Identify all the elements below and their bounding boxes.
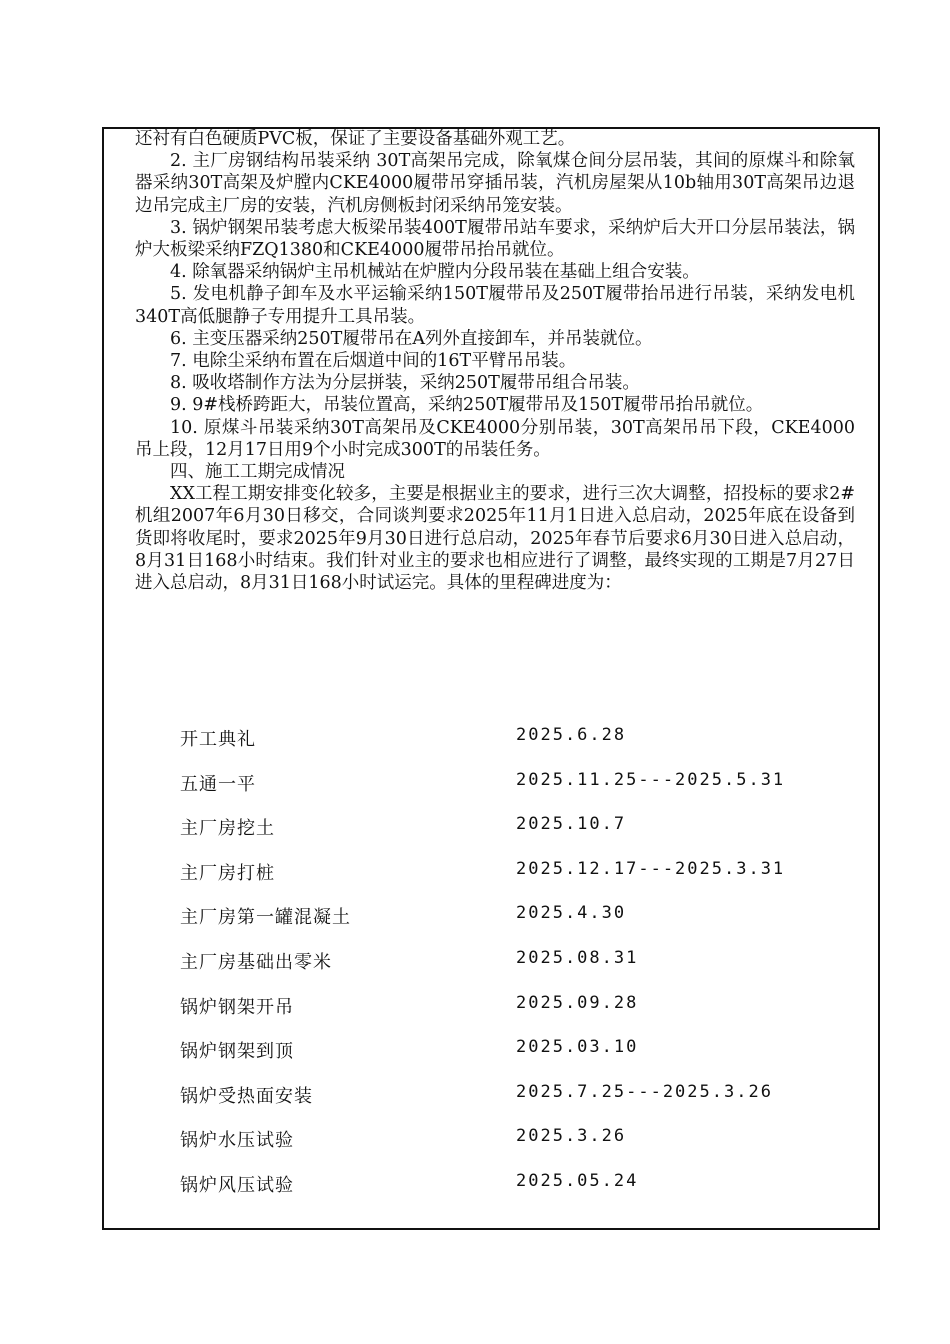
milestone-list xyxy=(180,725,820,1216)
milestone-date: 2025.12.17---2025.3.31 xyxy=(516,858,786,879)
paragraph-item-5: 5. 发电机静子卸车及水平运输采纳150T履带吊及250T履带抬吊进行吊装，采纳发电机340T高低腿静子专用提升工具吊装。 xyxy=(135,284,855,327)
document-body xyxy=(135,128,855,594)
paragraph-item-2: 2. 主厂房钢结构吊装采纳 30T高架吊完成，除氧煤仓间分层吊装，其间的原煤斗和除氧器采纳30T高架及炉膛内CKE4000履带吊穿插吊装，汽机房屋架从10b轴用30T高架吊边退边吊完成主厂房的安装，汽机房侧板封闭采纳吊笼安装。 xyxy=(135,151,855,216)
milestone-date: 2025.05.24 xyxy=(516,1170,639,1191)
milestone-date: 2025.6.28 xyxy=(516,725,627,745)
milestone-row xyxy=(180,993,820,1038)
milestone-name: 锅炉水压试验 xyxy=(180,1130,294,1152)
paragraph-item-9: 9. 9#栈桥跨距大，吊装位置高，采纳250T履带吊及150T履带吊抬吊就位。 xyxy=(170,395,764,416)
paragraph-continuation: 还衬有白色硬质PVC板，保证了主要设备基础外观工艺。 xyxy=(135,129,576,149)
milestone-date: 2025.4.30 xyxy=(516,903,627,924)
milestone-name: 主厂房打桩 xyxy=(180,862,275,884)
milestone-date: 2025.3.26 xyxy=(516,1126,627,1147)
milestone-row xyxy=(180,903,820,948)
paragraph-item-10: 10. 原煤斗吊装采纳30T高架吊及CKE4000分别吊装，30T高架吊吊下段，CKE4000吊上段，12月17日用9个小时完成300T的吊装任务。 xyxy=(135,417,855,460)
milestone-name: 主厂房挖土 xyxy=(180,818,275,840)
milestone-name: 锅炉受热面安装 xyxy=(180,1085,313,1107)
milestone-row xyxy=(180,1037,820,1082)
milestone-date: 2025.09.28 xyxy=(516,992,639,1013)
section-heading: 四、施工工期完成情况 xyxy=(170,462,345,483)
milestone-row xyxy=(180,770,820,815)
milestone-name: 锅炉钢架开吊 xyxy=(180,996,294,1018)
paragraph-item-7: 7. 电除尘采纳布置在后烟道中间的16T平臂吊吊装。 xyxy=(170,351,577,372)
milestone-date: 2025.03.10 xyxy=(516,1037,639,1058)
paragraph-item-4: 4. 除氧器采纳锅炉主吊机械站在炉膛内分段吊装在基础上组合安装。 xyxy=(170,262,700,283)
milestone-name: 开工典礼 xyxy=(180,729,256,750)
milestone-name: 主厂房第一罐混凝土 xyxy=(180,907,351,929)
milestone-row xyxy=(180,948,820,993)
milestone-name: 主厂房基础出零米 xyxy=(180,951,332,973)
milestone-row xyxy=(180,814,820,859)
milestone-date: 2025.11.25---2025.5.31 xyxy=(516,769,786,790)
milestone-row xyxy=(180,1082,820,1127)
milestone-date: 2025.08.31 xyxy=(516,947,639,968)
paragraph-schedule: XX工程工期安排变化较多，主要是根据业主的要求，进行三次大调整，招投标的要求2#机组2007年6月30日移交，合同谈判要求2025年11月1日进入总启动，2025年底在设备到货即将收尾时，要求2025年9月30日进行总启动，2025年春节后要求6月30日进入总启动，8月31日168小时结束。我们针对业主的要求也相应进行了调整，最终实现的工期是7月27日进入总启动，8月31日168小时试运完。具体的里程碑进度为： xyxy=(135,484,855,594)
milestone-row xyxy=(180,1126,820,1171)
milestone-date: 2025.10.7 xyxy=(516,814,627,835)
milestone-name: 五通一平 xyxy=(180,773,256,795)
milestone-row xyxy=(180,725,820,770)
paragraph-item-8: 8. 吸收塔制作方法为分层拼装，采纳250T履带吊组合吊装。 xyxy=(170,373,640,394)
milestone-name: 锅炉风压试验 xyxy=(180,1174,294,1196)
paragraph-item-6: 6. 主变压器采纳250T履带吊在A列外直接卸车，并吊装就位。 xyxy=(170,328,653,349)
milestone-row xyxy=(180,859,820,904)
milestone-row xyxy=(180,1171,820,1216)
milestone-name: 锅炉钢架到顶 xyxy=(180,1041,294,1063)
paragraph-item-3: 3. 锅炉钢架吊装考虑大板梁吊装400T履带吊站车要求，采纳炉后大开口分层吊装法，锅炉大板梁采纳FZQ1380和CKE4000履带吊抬吊就位。 xyxy=(135,217,855,261)
milestone-date: 2025.7.25---2025.3.26 xyxy=(516,1081,773,1102)
